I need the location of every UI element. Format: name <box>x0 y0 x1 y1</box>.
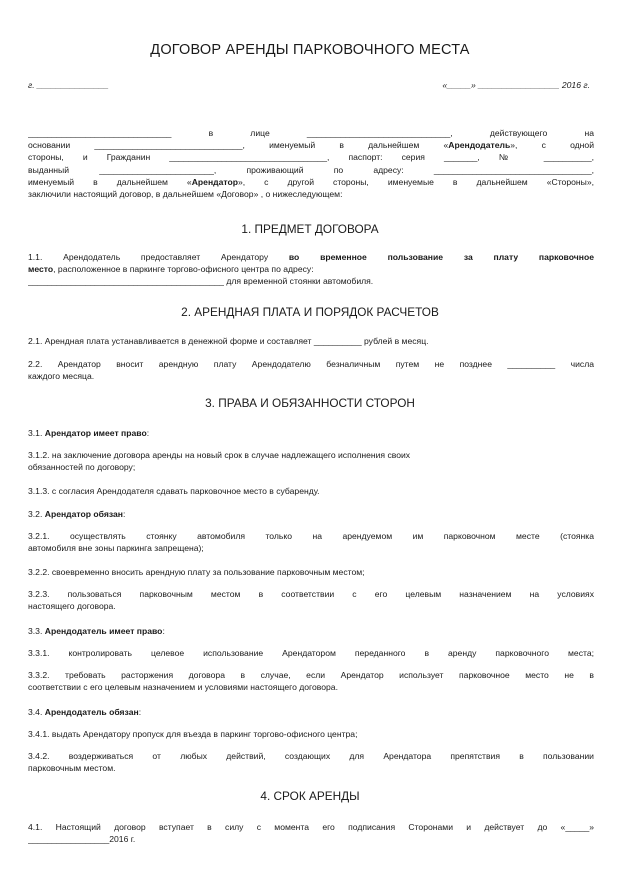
clause-3-3-1: 3.3.1. контролировать целевое использование Арендатором переданного в аренду парковочного места; <box>28 648 594 658</box>
clause-3-4-heading: 3.4. Арендодатель обязан: <box>28 707 142 717</box>
section-3-heading: 3. ПРАВА И ОБЯЗАННОСТИ СТОРОН <box>205 396 415 410</box>
clause-2-1: 2.1. Арендная плата устанавливается в денежной форме и составляет __________ рублей в месяц. <box>28 336 429 346</box>
clause-3-3-heading: 3.3. Арендодатель имеет право: <box>28 626 165 636</box>
clause-3-2-1: 3.2.1. осуществлять стоянку автомобиля только на арендуемом им парковочном месте (стоянка автомобиля вне зоны паркинга запрещена); <box>28 531 594 554</box>
clause-3-2-3: 3.2.3. пользоваться парковочным местом в соответствии с его целевым назначением на условиях настоящего договора. <box>28 589 594 612</box>
intro-line: основании _______________________________, именуемый в дальнейшем «Арендодатель», с одной <box>28 140 594 151</box>
intro-line: заключили настоящий договор, в дальнейшем «Договор» , о нижеследующем: <box>28 189 343 200</box>
intro-line: именуемый в дальнейшем «Арендатор», с другой стороны, именуемые в дальнейшем «Стороны», <box>28 176 594 187</box>
clause-2-2: 2.2. Арендатор вносит арендную плату Арендодателю безналичным путем не позднее __________ числа каждого месяца. <box>28 359 594 382</box>
contract-date: «_____» _________________ 2016 г. <box>442 80 590 90</box>
clause-1-1: 1.1. Арендодатель предоставляет Арендатору во временное пользование за плату парковочное место, расположенное в паркинге торгово-офисного центра по адресу: _________________________________________ для временной стоянки автомобиля. <box>28 252 594 287</box>
tenant-term: Арендатор <box>191 176 238 187</box>
clause-3-4-1: 3.4.1. выдать Арендатору пропуск для въезда в паркинг торгово-офисного центра; <box>28 729 358 739</box>
landlord-term: Арендодатель <box>448 140 511 151</box>
clause-3-1-3: 3.1.3. с согласия Арендодателя сдавать парковочное место в субаренду. <box>28 486 320 496</box>
clause-3-2-heading: 3.2. Арендатор обязан: <box>28 509 126 519</box>
clause-3-2-2: 3.2.2. своевременно вносить арендную плату за пользование парковочным местом; <box>28 567 365 577</box>
intro-line: ______________________________ в лице ______________________________, действующего на <box>28 128 594 138</box>
intro-line: стороны, и Гражданин _________________________________, паспорт: серия _______, № __________, <box>28 152 594 163</box>
clause-3-1-2: 3.1.2. на заключение договора аренды на новый срок в случае надлежащего исполнения своих обязанностей по договору; <box>28 450 411 473</box>
clause-4-1: 4.1. Настоящий договор вступает в силу с момента его подписания Сторонами и действует до «_____» _________________2016 г. <box>28 822 594 845</box>
document-title: ДОГОВОР АРЕНДЫ ПАРКОВОЧНОГО МЕСТА <box>150 42 470 58</box>
section-2-heading: 2. АРЕНДНАЯ ПЛАТА И ПОРЯДОК РАСЧЕТОВ <box>181 305 439 319</box>
clause-3-4-2: 3.4.2. воздерживаться от любых действий, создающих для Арендатора препятствия в пользовании парковочным местом. <box>28 751 594 774</box>
section-1-heading: 1. ПРЕДМЕТ ДОГОВОРА <box>241 222 379 236</box>
clause-3-3-2: 3.3.2. требовать расторжения договора в случае, если Арендатор использует парковочное место не в соответствии с его целевым назначением и условиями настоящего договора. <box>28 670 594 693</box>
clause-3-1-heading: 3.1. Арендатор имеет право: <box>28 428 150 438</box>
intro-paragraph <box>28 127 594 200</box>
section-4-heading: 4. СРОК АРЕНДЫ <box>260 789 360 803</box>
intro-line: выданный ________________________, проживающий по адресу: _________________________________, <box>28 164 594 175</box>
contract-city: г. _______________ <box>28 80 109 90</box>
